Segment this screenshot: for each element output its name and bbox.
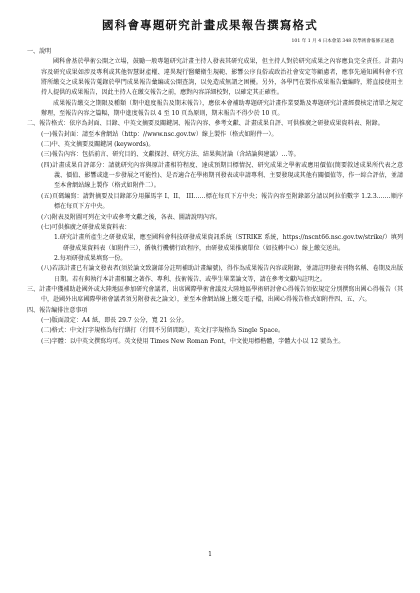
sub-list-item: 2.每項研發成果填寫一份。 bbox=[54, 254, 127, 262]
list-item: (一)報告封面：請至本會網站（http：//www.nsc.gov.tw）線上製作（格式如附件一）。 bbox=[41, 130, 278, 138]
list-item: (七)可供推廣之研發成果資料表： bbox=[41, 223, 131, 231]
section bbox=[27, 285, 403, 306]
list-item: (三)報告內容：包括前言、研究目的、文獻探討、研究方法、結果與討論（含結論與建議）…等。 bbox=[41, 151, 300, 159]
list-item: (二)格式：中文打字規格為每行繕打（行間不另留間距），英文打字規格為 Single Space。 bbox=[41, 327, 285, 335]
document-body bbox=[27, 47, 403, 347]
section bbox=[27, 119, 403, 285]
list-item: (三)字體：以中英文撰寫均可。英文使用 Times New Roman Font，中文使用標楷體，字體大小以 12 號為主。 bbox=[41, 337, 345, 345]
section-heading: 二、報告格式：依序為封面、目錄、中英文摘要及關鍵詞、報告內容、參考文獻、計畫成果自評、可供推廣之研發成果資料表、附錄。 bbox=[27, 120, 384, 128]
sub-list-item: 1.研究計畫所產生之研發成果，應至國科會科技研發成果資訊系統（STRIKE 系統，https://nscnt66.nsc.gov.tw/strike/）填列研發成果資料表（如附件三），循執行機構行政程序，由研發成果推廣單位（如技轉中心）線上繳交送出。 bbox=[54, 234, 403, 252]
approval-note: 101 年 1 月 4 日本會第 348 次學術會報修正通過 bbox=[291, 39, 394, 44]
section-heading: 三、計畫中獲補助赴國外或大陸地區參加研究會議者，出席國際學術會議及大陸地區學術研討會心得報告須依規定分別撰寫出國心得報告（其中，赴國外出席國際學術會議者須另附發表之論文），並至本會網站線上繳交電子檔，出國心得報告格式如附件四、五、六。 bbox=[27, 285, 403, 304]
document-title: 國科會專題研究計畫成果報告撰寫格式 bbox=[102, 18, 318, 32]
list-item: (六)附表及附圖可列在文中或參考文獻之後，各表、圖請說明內容。 bbox=[41, 213, 222, 221]
section bbox=[27, 47, 403, 119]
list-item: (二)中、英文摘要及關鍵詞 (keywords)。 bbox=[41, 141, 155, 149]
section bbox=[27, 306, 403, 347]
list-item: (四)計畫成果自評部分：請就研究內容與原計畫相符程度、達成預期目標情況、研究成果之學術或應用價值(簡要敘述成果所代表之意義、價值、影響或進一步發展之可能性)、是否適合在學術期刊發表或申請專利、主要發現或其他有關價值等，作一綜合評估，並請至本會網站線上製作（格式如附件二）。 bbox=[41, 161, 403, 190]
section-heading: 四、報告編排注意事項 bbox=[27, 306, 88, 314]
section-heading: 一、說明 bbox=[27, 48, 52, 55]
list-item: (五)頁碼編寫：請對摘要及目錄部分用羅馬字 I、II、 III……標在每頁下方中央；報告內容至附錄部分請以阿拉伯數字 1.2.3.……順序標在每頁下方中央。 bbox=[41, 192, 403, 211]
list-item: (八)若該計畫已有論文發表者(須於論文致謝部分註明補助計畫編號)，得作為成果報告內容或附錄，並請註明發表刊物名稱、卷期及出版日期。若有與執行本計畫相關之著作、專利、技術報告、或學生畢業論文等，請在參考文獻內註明之。 bbox=[41, 265, 403, 283]
section-paragraph: 成果報告繳交之期限及種類（期中進度報告及期末報告），應依本會補助專題研究計畫作業要點及專題研究計畫經費核定清單之規定辦理，至報告內容之篇幅，期中進度報告以 4 至 10 頁為原則，期末報告不得少於 10 頁。 bbox=[41, 99, 403, 118]
page-number: 1 bbox=[208, 551, 212, 558]
list-item: (一)版面設定：A4 紙，即長 29.7 公分，寬 21 公分。 bbox=[41, 316, 188, 324]
section-paragraph: 國科會基於學術公開之立場，鼓勵一般專題研究計畫主持人發表其研究成果，但主持人對於研究成果之內容應負完全責任。計畫內容及研究成果如涉及專利或其他智慧財產權、違異現行醫藥衛生規範、影響公序良俗或政治社會安定等顧慮者，應事先通知國科會不宜將所繳交之成果報告蒐錄於學門成果報告彙編或公開查詢，以免造成無謂之困擾。另外，各學門在製作成果報告彙編時，將直接使用主持人提供的成果報告，因此主持人在繳交報告之前，應對內容詳細校對，以確定其正確性。 bbox=[41, 58, 403, 97]
